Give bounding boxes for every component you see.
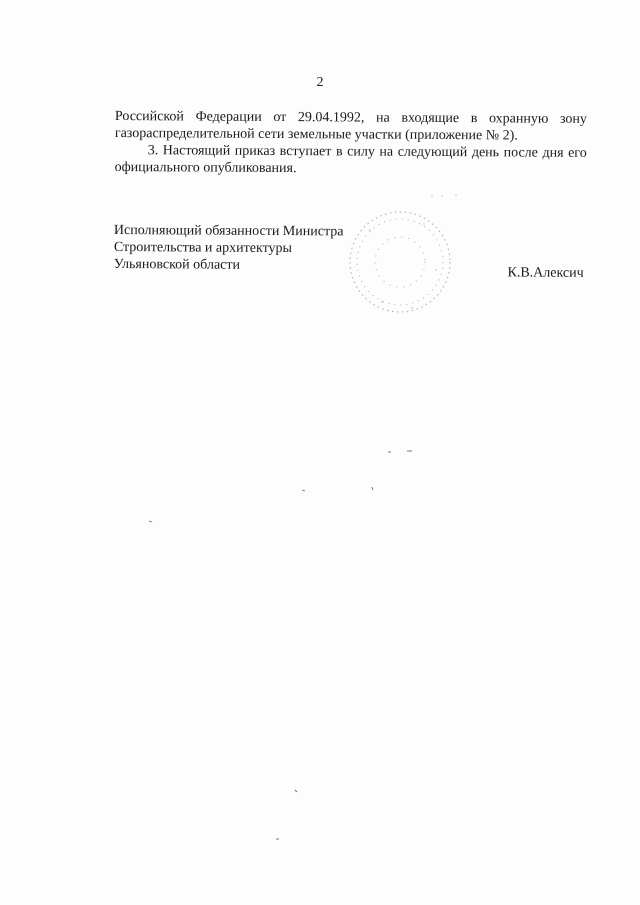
body-line-1: Российской Федерации от 29.04.1992, на входящие в охранную зону [114,108,587,127]
paragraph-3: 3. Настоящий приказ вступает в силу на следующий день после дня его официального опубликования. [114,143,587,177]
signer-name: К.В.Алексич [507,265,584,281]
signer-title-line-1: Исполняющий обязанности Министра [113,222,344,240]
page-number: 2 [316,75,324,90]
signer-title-line-3: Ульяновской области [113,256,241,273]
body-line-2: газораспределительной сети земельные участки (приложение № 2). [114,125,518,144]
signer-title-line-2: Строительства и архитектуры [113,239,292,257]
